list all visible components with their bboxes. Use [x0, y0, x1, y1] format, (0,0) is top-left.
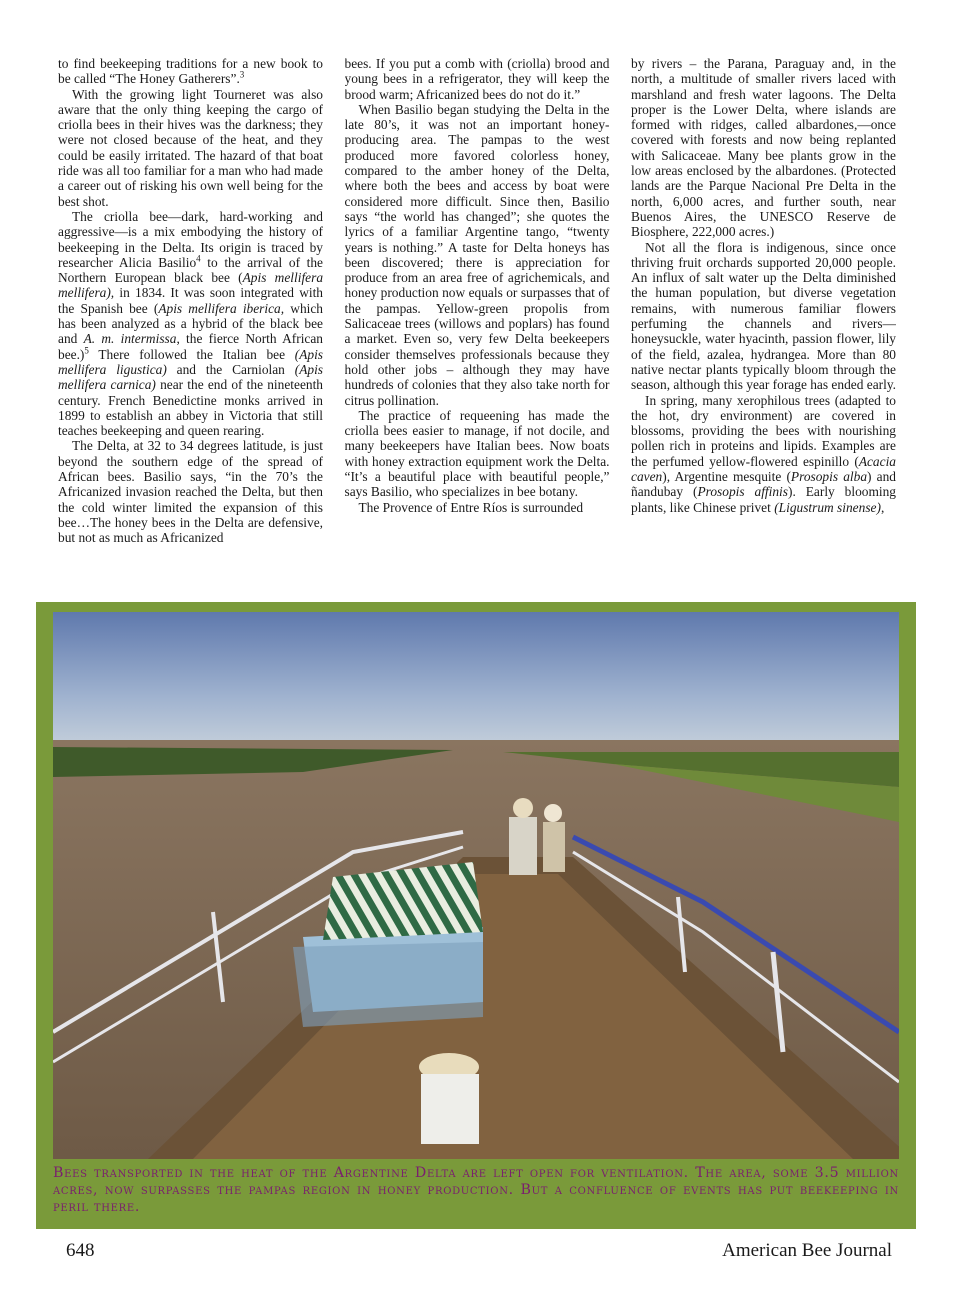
article-paragraph: The Provence of Entre Ríos is surrounded — [358, 499, 584, 515]
article-paragraph: In spring, many xerophilous trees (adapted to the hot, dry environment) are covered in blossoms, providing the bees with nourishing pollen rich in proteins and lipids. Examples are the perfumed yellow-flowered espinillo (Acacia caven), Argentine mesquite (Prosopis alba) and ñandubay (Prosopis affinis). Early blooming plants, like Chinese privet (Ligustrum sinense), — [631, 392, 896, 515]
italic-text: (Apis mellifera carnica) — [58, 361, 323, 393]
italic-text: Apis mellifera iberica, — [158, 300, 285, 316]
article-paragraph: The practice of requeening has made the criolla bees easier to manage, if not docile, and many beekeepers have Italian bees. Now boats with honey extraction equipment work the Delta. “It’s a beautiful place with beautiful people,” says Basilio, who specializes in bee botany. — [344, 407, 610, 500]
italic-text: Prosopis affinis — [697, 484, 788, 500]
article-paragraph: to find beekeeping traditions for a new book to be called “The Honey Gatherers”.$^3$ — [58, 56, 323, 87]
italic-text: (Apis mellifera ligustica) — [58, 346, 323, 377]
italic-text: (Ligustrum sinense) — [774, 499, 881, 515]
footnote-ref: 5 — [84, 345, 89, 356]
article-columns — [58, 56, 896, 596]
page-footer — [66, 1240, 892, 1266]
article-paragraph: Not all the flora is indigenous, since once thriving fruit orchards supported 20,000 people. An influx of salt water up the Delta diminished the human population, but diverse vegetation remains, with numerous familiar flowers perfuming the channels and rivers—honeysuckle, water hyacinth, passion flower, lily of the field, azalea, hydrangea. More than 80 native nectar plants typically bloom through the season, although this year forage has ended early. — [631, 239, 896, 393]
photo-boat-on-river — [53, 612, 899, 1159]
article-paragraph: bees. If you put a comb with (criolla) brood and young bees in a refrigerator, they will keep the brood warm; Africanized bees do not do it.” — [344, 56, 610, 102]
italic-text: A. m. intermissa — [83, 331, 177, 347]
page-number: 648 — [66, 1240, 95, 1261]
italic-text: Acacia caven — [631, 453, 896, 485]
footnote-ref: 3 — [239, 69, 245, 80]
journal-name: American Bee Journal — [722, 1240, 892, 1261]
footnote-ref: 4 — [196, 253, 201, 264]
figure — [36, 602, 916, 1229]
article-paragraph: by rivers – the Parana, Paraguay and, in the north, a multitude of smaller rivers laced with marshland and fresh water lagoons. The Delta proper is the Lower Delta, where islands are formed with ridges, called albardones,—once covered with forests and now being replanted with Salicaceae. Many bee plants grow in the low areas enclosed by the albardones. (Protected lands are the Parque Nacional Pre Delta in the north, 6,000 acres, and further south, near Buenos Aires, the UNESCO Reserve de Biosphere, 222,000 acres.) — [631, 56, 896, 240]
article-column-2 — [345, 56, 610, 596]
article-column-1 — [58, 56, 323, 596]
article-paragraph: The Delta, at 32 to 34 degrees latitude, is just beyond the southern edge of the spread of African bees. Basilio says, “in the 70’s the Africanized invasion reached the Delta, but then the cold winter limited the expansion of this bee…The honey bees in the Delta are defensive, but not as much as Africanized — [58, 438, 323, 546]
article-paragraph: The criolla bee—dark, hard-working and aggressive—is a mix embodying the history of beekeeping in the Delta. Its origin is traced by researcher Alicia Basilio$^4$ to the arrival of the Northern European black bee (Apis mellifera mellifera), in 1834. It was soon integrated with the Spanish bee (Apis mellifera iberica, which has been analyzed as a hybrid of the black bee and A. m. intermissa, the fierce North African bee.)$^5$ There followed the Italian bee (Apis mellifera ligustica) and the Carniolan (Apis mellifera carnica) near the end of the nineteenth century. French Benedictine monks arrived in 1899 to establish an abbey in Victoria that still teaches beekeeping and queen rearing. — [58, 208, 323, 439]
figure-caption: Bees transported in the heat of the Argentine Delta are left open for ventilation. The area, some 3.5 million acres, now surpasses the pampas region in honey production. But a confluence of events has put beekeeping in peril there. — [53, 1165, 899, 1215]
italic-text: Prosopis alba — [790, 469, 868, 485]
italic-text: Apis mellifera mellifera), — [58, 270, 323, 301]
article-paragraph: With the growing light Tourneret was also aware that the only thing keeping the cargo of criolla bees in their hives was the darkness; they were not closed because of the heat, and they could be easily irritated. The hazard of that boat ride was all too familiar for a man who had made a career out of risking his own well being for the best shot. — [58, 86, 323, 209]
article-paragraph: When Basilio began studying the Delta in the late 80’s, it was not an important honey-producing area. The pampas to the west produced more favored colorless honey, compared to the amber honey of the Delta, where both the bees and access by boat were considered more difficult. Since then, Basilio says “the world has changed”; she quotes the lyrics of a familiar Argentine tango, “twenty years is nothing.” A taste for Delta honeys has been discovered; there is appreciation for produce from an area free of agrichemicals, and honey production now equals or surpasses that of the pampas. Yellow-green propolis from Salicaceae trees (willows and poplars) has found a market. Even so, very few Delta beekeepers consider themselves professionals because they hold other jobs – although they may have hundreds of colonies that they also take north for citrus pollination. — [344, 101, 610, 408]
article-column-3 — [631, 56, 896, 596]
